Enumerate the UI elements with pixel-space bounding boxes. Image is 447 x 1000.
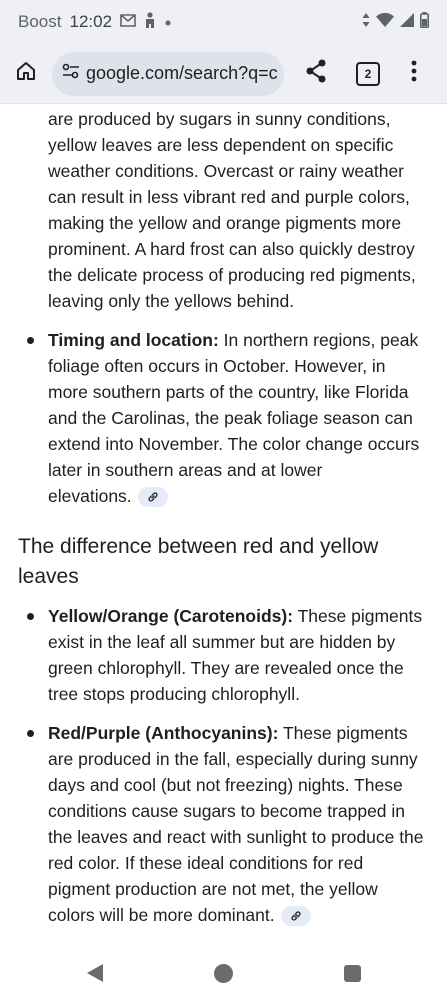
bullet-dot — [27, 730, 34, 737]
share-icon — [305, 59, 327, 88]
text-line: tree stops producing chlorophyll. — [48, 684, 300, 704]
text-line: later in southern areas and at lower — [48, 460, 323, 480]
home-nav-icon[interactable] — [214, 964, 233, 983]
status-time: 12:02 — [69, 12, 113, 31]
bullet-dot — [27, 613, 34, 620]
text-line: pigment production are not met, the yellow — [48, 879, 378, 899]
text-line: the delicate process of producing red pigments, — [48, 265, 416, 285]
address-bar[interactable] — [52, 52, 284, 96]
signal-icon — [400, 12, 414, 32]
text-line: days and cool (but not freezing) nights. These — [48, 775, 403, 795]
tab-count: 2 — [356, 62, 380, 86]
heading-line: leaves — [18, 565, 79, 588]
url-text[interactable]: google.com/search?q=c — [86, 63, 278, 83]
source-link-button[interactable] — [138, 487, 168, 507]
text-line: In northern regions, peak — [218, 330, 419, 350]
link-icon — [147, 484, 159, 510]
back-icon[interactable] — [86, 963, 104, 988]
more-vert-icon — [411, 60, 417, 87]
status-bar — [0, 0, 447, 44]
text-line: colors will be more dominant. — [48, 905, 275, 925]
status-right — [362, 12, 429, 33]
browser-toolbar — [0, 44, 447, 104]
text-line: These pigments — [293, 606, 423, 626]
bullet-dot — [27, 337, 34, 344]
text-line: conditions cause sugars to become trapped in — [48, 801, 406, 821]
dot-icon — [164, 12, 172, 32]
system-nav-bar — [0, 942, 447, 1000]
share-button[interactable] — [296, 54, 336, 94]
text-line: can result in less vibrant red and purple colors, — [48, 187, 410, 207]
gmail-icon — [120, 12, 136, 32]
person-icon — [144, 12, 156, 33]
text-line: elevations. — [48, 486, 132, 506]
text-line: red color. If these ideal conditions for red — [48, 853, 364, 873]
text-line: prominent. A hard frost can also quickly destroy — [48, 239, 415, 259]
intro-paragraph — [48, 106, 436, 314]
section-heading — [18, 532, 428, 592]
recents-icon[interactable] — [344, 965, 361, 982]
text-line: exist in the leaf all summer but are hidden by — [48, 632, 396, 652]
text-line: foliage often occurs in October. However, in — [48, 356, 386, 376]
text-line: These pigments — [278, 723, 408, 743]
text-line: leaving only the yellows behind. — [48, 291, 295, 311]
text-line: weather conditions. Overcast or rainy weather — [48, 161, 404, 181]
wifi-icon — [376, 12, 394, 32]
menu-button[interactable] — [394, 54, 434, 94]
list-item-red — [48, 720, 436, 928]
home-button[interactable] — [6, 54, 46, 94]
home-icon — [15, 60, 37, 87]
timing-title: Timing and location: — [48, 330, 219, 350]
text-line: more southern parts of the country, like Florida — [48, 382, 409, 402]
red-title: Red/Purple (Anthocyanins): — [48, 723, 279, 743]
tune-icon[interactable] — [62, 63, 80, 84]
text-line: extend into November. The color change occurs — [48, 434, 420, 454]
link-icon — [290, 903, 302, 929]
text-line: green chlorophyll. They are revealed once the — [48, 658, 404, 678]
text-line: are produced by sugars in sunny conditions, — [48, 109, 391, 129]
tab-switcher-button[interactable] — [348, 54, 388, 94]
carrier-label: Boost — [18, 12, 62, 31]
text-line: yellow leaves are less dependent on specific — [48, 135, 394, 155]
text-line: and the Carolinas, the peak foliage season can — [48, 408, 413, 428]
list-item-timing — [48, 327, 436, 509]
page-content — [0, 104, 447, 942]
text-line: the leaves and react with sunlight to produce the — [48, 827, 424, 847]
list-item-yellow — [48, 603, 436, 707]
text-line: making the yellow and orange pigments more — [48, 213, 402, 233]
text-line: are produced in the fall, especially during sunny — [48, 749, 418, 769]
yellow-title: Yellow/Orange (Carotenoids): — [48, 606, 294, 626]
source-link-button[interactable] — [281, 906, 311, 926]
battery-icon — [420, 12, 429, 33]
status-left — [18, 12, 172, 33]
data-arrows-icon — [362, 12, 370, 32]
heading-line: The difference between red and yellow — [18, 535, 379, 558]
